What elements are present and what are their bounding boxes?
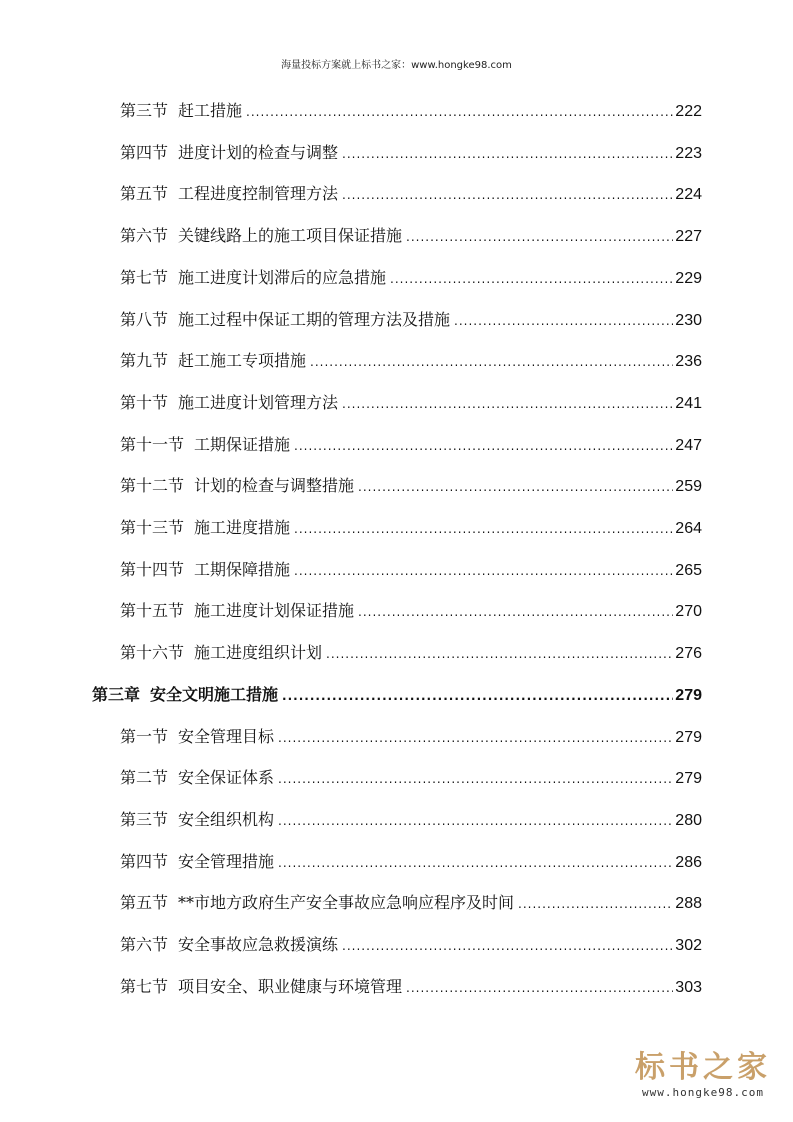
toc-entry-number: 第十一节 xyxy=(120,434,185,454)
toc-entry-title: 施工进度组织计划 xyxy=(194,643,323,663)
toc-section-entry[interactable] xyxy=(120,225,702,248)
toc-section-entry[interactable] xyxy=(120,851,702,874)
toc-dot-leader xyxy=(294,560,673,582)
toc-entry-title: 工期保障措施 xyxy=(194,559,291,579)
toc-section-entry[interactable] xyxy=(120,517,702,540)
toc-entry-number: 第七节 xyxy=(120,976,169,996)
toc-page-number: 280 xyxy=(675,811,702,829)
toc-dot-leader xyxy=(294,518,673,540)
toc-page-number: 303 xyxy=(675,978,702,996)
toc-dot-leader xyxy=(278,727,673,749)
toc-page-number: 270 xyxy=(675,603,702,621)
toc-dot-leader xyxy=(342,393,673,415)
toc-dot-leader xyxy=(278,768,673,790)
toc-entry-number: 第十三节 xyxy=(120,518,185,537)
toc-page-number: 241 xyxy=(675,394,702,412)
toc-section-entry[interactable] xyxy=(120,600,702,623)
toc-entry-number: 第十六节 xyxy=(120,643,185,663)
toc-entry-title: 安全保证体系 xyxy=(178,768,275,788)
toc-entry-title: 关键线路上的施工项目保证措施 xyxy=(178,226,403,246)
toc-entry-title: 赶工措施 xyxy=(178,101,243,120)
toc-entry-number: 第十四节 xyxy=(120,559,185,579)
toc-dot-leader xyxy=(358,601,673,623)
toc-entry-title: 安全管理目标 xyxy=(178,726,275,746)
page-header: 海量投标方案就上标书之家：www.hongke98.com xyxy=(281,60,512,71)
toc-entry-number: 第四节 xyxy=(120,142,169,162)
toc-page-number: 279 xyxy=(675,686,702,704)
toc-section-entry[interactable] xyxy=(120,475,702,498)
toc-entry-number: 第八节 xyxy=(120,309,169,329)
toc-entry-title: 安全组织机构 xyxy=(178,809,275,829)
toc-dot-leader xyxy=(246,101,673,123)
toc-page-number: 279 xyxy=(675,770,702,788)
toc-entry-title: 安全文明施工措施 xyxy=(150,684,279,704)
toc-page-number: 222 xyxy=(675,103,702,120)
toc-entry-number: 第五节 xyxy=(120,184,169,204)
toc-dot-leader xyxy=(358,476,673,498)
toc-dot-leader xyxy=(342,935,673,957)
toc-page-number: 302 xyxy=(675,937,702,954)
toc-dot-leader xyxy=(454,310,673,332)
toc-entry-title: 施工进度计划保证措施 xyxy=(194,601,355,621)
toc-section-entry[interactable] xyxy=(120,267,702,290)
toc-page-number: 276 xyxy=(675,645,702,663)
toc-dot-leader xyxy=(342,184,673,206)
logo-text: 标书之家 xyxy=(635,1050,771,1085)
toc-section-entry[interactable] xyxy=(120,642,702,665)
toc-entry-title: 施工进度计划管理方法 xyxy=(178,392,339,412)
toc-dot-leader xyxy=(278,810,673,832)
toc-section-entry[interactable] xyxy=(120,934,702,957)
toc-page-number: 227 xyxy=(675,228,702,246)
toc-entry-title: 项目安全、职业健康与环境管理 xyxy=(178,976,403,996)
toc-dot-leader xyxy=(342,143,673,165)
toc-entry-title: 安全事故应急救援演练 xyxy=(178,935,339,954)
toc-section-entry[interactable] xyxy=(120,809,702,832)
toc-dot-leader xyxy=(518,893,673,915)
toc-section-entry[interactable] xyxy=(120,142,702,165)
toc-page-number: 229 xyxy=(675,269,702,287)
toc-page-number: 230 xyxy=(675,311,702,329)
toc-entry-title: 施工进度措施 xyxy=(194,518,291,537)
brand-logo xyxy=(633,1050,773,1100)
toc-entry-title: 施工进度计划滞后的应急措施 xyxy=(178,267,387,287)
toc-dot-leader xyxy=(390,268,673,290)
toc-entry-title: 安全管理措施 xyxy=(178,851,275,871)
toc-dot-leader xyxy=(406,977,673,999)
toc-section-entry[interactable] xyxy=(120,726,702,749)
toc-section-entry[interactable] xyxy=(120,309,702,332)
toc-entry-number: 第十五节 xyxy=(120,601,185,621)
toc-page-number: 224 xyxy=(675,186,702,204)
toc-entry-number: 第三章 xyxy=(92,684,141,704)
toc-entry-number: 第六节 xyxy=(120,935,169,954)
toc-section-entry[interactable] xyxy=(120,767,702,790)
toc-dot-leader xyxy=(282,685,673,707)
toc-entry-number: 第六节 xyxy=(120,226,169,246)
toc-entry-number: 第二节 xyxy=(120,768,169,788)
toc-page-number: 264 xyxy=(675,520,702,537)
toc-page-number: 259 xyxy=(675,478,702,496)
toc-page-number: 236 xyxy=(675,353,702,371)
toc-dot-leader xyxy=(278,852,673,874)
toc-chapter-entry[interactable] xyxy=(92,684,702,707)
toc-section-entry[interactable] xyxy=(120,392,702,415)
toc-page-number: 223 xyxy=(675,144,702,162)
toc-page-number: 288 xyxy=(675,895,702,913)
toc-entry-number: 第一节 xyxy=(120,726,169,746)
toc-entry-number: 第九节 xyxy=(120,351,169,371)
toc-dot-leader xyxy=(310,351,673,373)
toc-section-entry[interactable] xyxy=(120,976,702,999)
toc-section-entry[interactable] xyxy=(120,559,702,582)
toc-dot-leader xyxy=(406,226,673,248)
toc-entry-title: 工程进度控制管理方法 xyxy=(178,184,339,204)
toc-section-entry[interactable] xyxy=(120,434,702,457)
toc-page-number: 247 xyxy=(675,436,702,454)
toc-section-entry[interactable] xyxy=(120,183,702,206)
toc-dot-leader xyxy=(326,643,673,665)
toc-entry-title: 进度计划的检查与调整 xyxy=(178,142,339,162)
toc-entry-title: 工期保证措施 xyxy=(194,434,291,454)
toc-entry-number: 第五节 xyxy=(120,893,169,913)
toc-entry-title: 计划的检查与调整措施 xyxy=(194,476,355,496)
toc-entry-title: 赶工施工专项措施 xyxy=(178,351,307,371)
toc-entry-number: 第十节 xyxy=(120,392,169,412)
toc-page-number: 286 xyxy=(675,853,702,871)
toc-section-entry[interactable] xyxy=(120,892,702,915)
toc-section-entry[interactable] xyxy=(120,100,702,123)
toc-entry-number: 第七节 xyxy=(120,267,169,287)
toc-entry-number: 第三节 xyxy=(120,809,169,829)
toc-entry-number: 第三节 xyxy=(120,101,169,120)
toc-entry-title: **市地方政府生产安全事故应急响应程序及时间 xyxy=(178,893,515,913)
toc-page-number: 279 xyxy=(675,728,702,746)
toc-page-number: 265 xyxy=(675,561,702,579)
logo-url: www.hongke98.com xyxy=(642,1086,764,1099)
toc-entry-number: 第十二节 xyxy=(120,476,185,496)
toc-dot-leader xyxy=(294,435,673,457)
toc-entry-title: 施工过程中保证工期的管理方法及措施 xyxy=(178,309,451,329)
toc-section-entry[interactable] xyxy=(120,350,702,373)
toc-entry-number: 第四节 xyxy=(120,851,169,871)
